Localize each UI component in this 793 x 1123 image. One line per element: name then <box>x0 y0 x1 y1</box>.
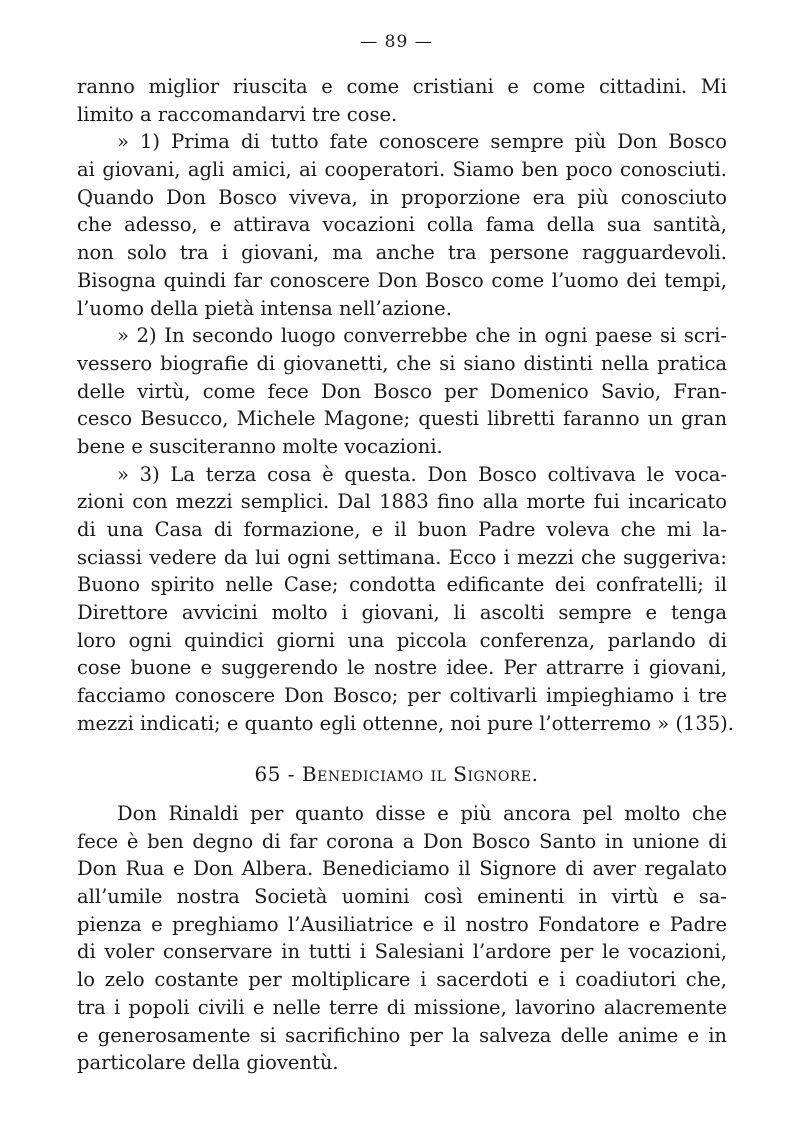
text-line: di voler conservare in tutti i Salesiani l’ardore per le vocazioni, <box>77 940 727 964</box>
text-line: non solo tra i giovani, ma anche tra persone ragguardevoli. <box>77 241 727 265</box>
text-line: ai giovani, agli amici, ai cooperatori. Siamo ben poco conosciuti. <box>77 158 727 182</box>
text-line: Direttore avvicini molto i giovani, li ascolti sempre e tenga <box>77 601 727 625</box>
section-heading <box>0 762 793 786</box>
text-line: tra i popoli civili e nelle terre di missione, lavorino alacremente <box>77 995 727 1019</box>
text-line: delle virtù, come fece Don Bosco per Domenico Savio, Fran- <box>77 379 727 403</box>
text-line: » 2) In secondo luogo converrebbe che in ogni paese si scri- <box>117 324 727 348</box>
text-line: Quando Don Bosco viveva, in proporzione era più conosciuto <box>77 185 727 209</box>
text-line: cose buone e suggerendo le nostre idee. Per attrarre i giovani, <box>77 656 727 680</box>
text-line: facciamo conoscere Don Bosco; per coltivarli impieghiamo i tre <box>77 684 727 708</box>
text-line: all’umile nostra Società uomini così eminenti in virtù e sa- <box>77 885 727 909</box>
text-line: pienza e preghiamo l’Ausiliatrice e il nostro Fondatore e Padre <box>77 912 727 936</box>
section-number: 65 - <box>254 762 296 786</box>
text-line: particolare della gioventù. <box>77 1051 339 1075</box>
text-line: vessero biografie di giovanetti, che si siano distinti nella pratica <box>77 351 727 375</box>
text-line: limito a raccomandarvi tre cose. <box>77 102 398 126</box>
section-title: Benediciamo il Signore. <box>301 762 539 786</box>
text-line: Don Rinaldi per quanto disse e più ancora pel molto che <box>117 802 727 825</box>
text-line: e generosamente si sacrifichino per la salveza delle anime e in <box>77 1023 727 1047</box>
body-text-section-1 <box>77 73 734 738</box>
text-line: Buono spirito nelle Case; condotta edificante dei confratelli; il <box>77 573 727 597</box>
text-line: cesco Besucco, Michele Magone; questi libretti faranno un gran <box>77 407 727 431</box>
text-line: Bisogna quindi far conoscere Don Bosco come l’uomo dei tempi, <box>77 268 727 292</box>
text-line: loro ogni quindici giorni una piccola conferenza, parlando di <box>77 628 727 652</box>
text-line: Don Rua e Don Albera. Benediciamo il Signore di aver regalato <box>77 857 727 881</box>
text-line: fece è ben degno di far corona a Don Bosco Santo in unione di <box>77 829 727 853</box>
text-line: sciassi vedere da lui ogni settimana. Ecco i mezzi che suggeriva: <box>77 545 727 569</box>
text-line: di una Casa di formazione, e il buon Padre voleva che mi la- <box>77 518 727 541</box>
text-line: l’uomo della pietà intensa nell’azione. <box>77 296 452 320</box>
text-line: » 1) Prima di tutto fate conoscere sempre più Don Bosco <box>117 130 727 154</box>
text-line: mezzi indicati; e quanto egli ottenne, noi pure l’otterremo » (135). <box>77 711 734 735</box>
text-line: che adesso, e attirava vocazioni colla fama della sua santità, <box>77 213 727 237</box>
body-text-section-2 <box>77 800 727 1077</box>
text-line: zioni con mezzi semplici. Dal 1883 fino alla morte fui incaricato <box>77 490 727 514</box>
text-line: » 3) La terza cosa è questa. Don Bosco coltivava le voca- <box>117 462 727 486</box>
page-number: — 89 — <box>360 32 433 52</box>
text-line: ranno miglior riuscita e come cristiani e come cittadini. Mi <box>77 75 727 98</box>
text-line: lo zelo costante per moltiplicare i sacerdoti e i coadiutori che, <box>77 968 727 992</box>
text-line: bene e susciteranno molte vocazioni. <box>77 434 443 458</box>
